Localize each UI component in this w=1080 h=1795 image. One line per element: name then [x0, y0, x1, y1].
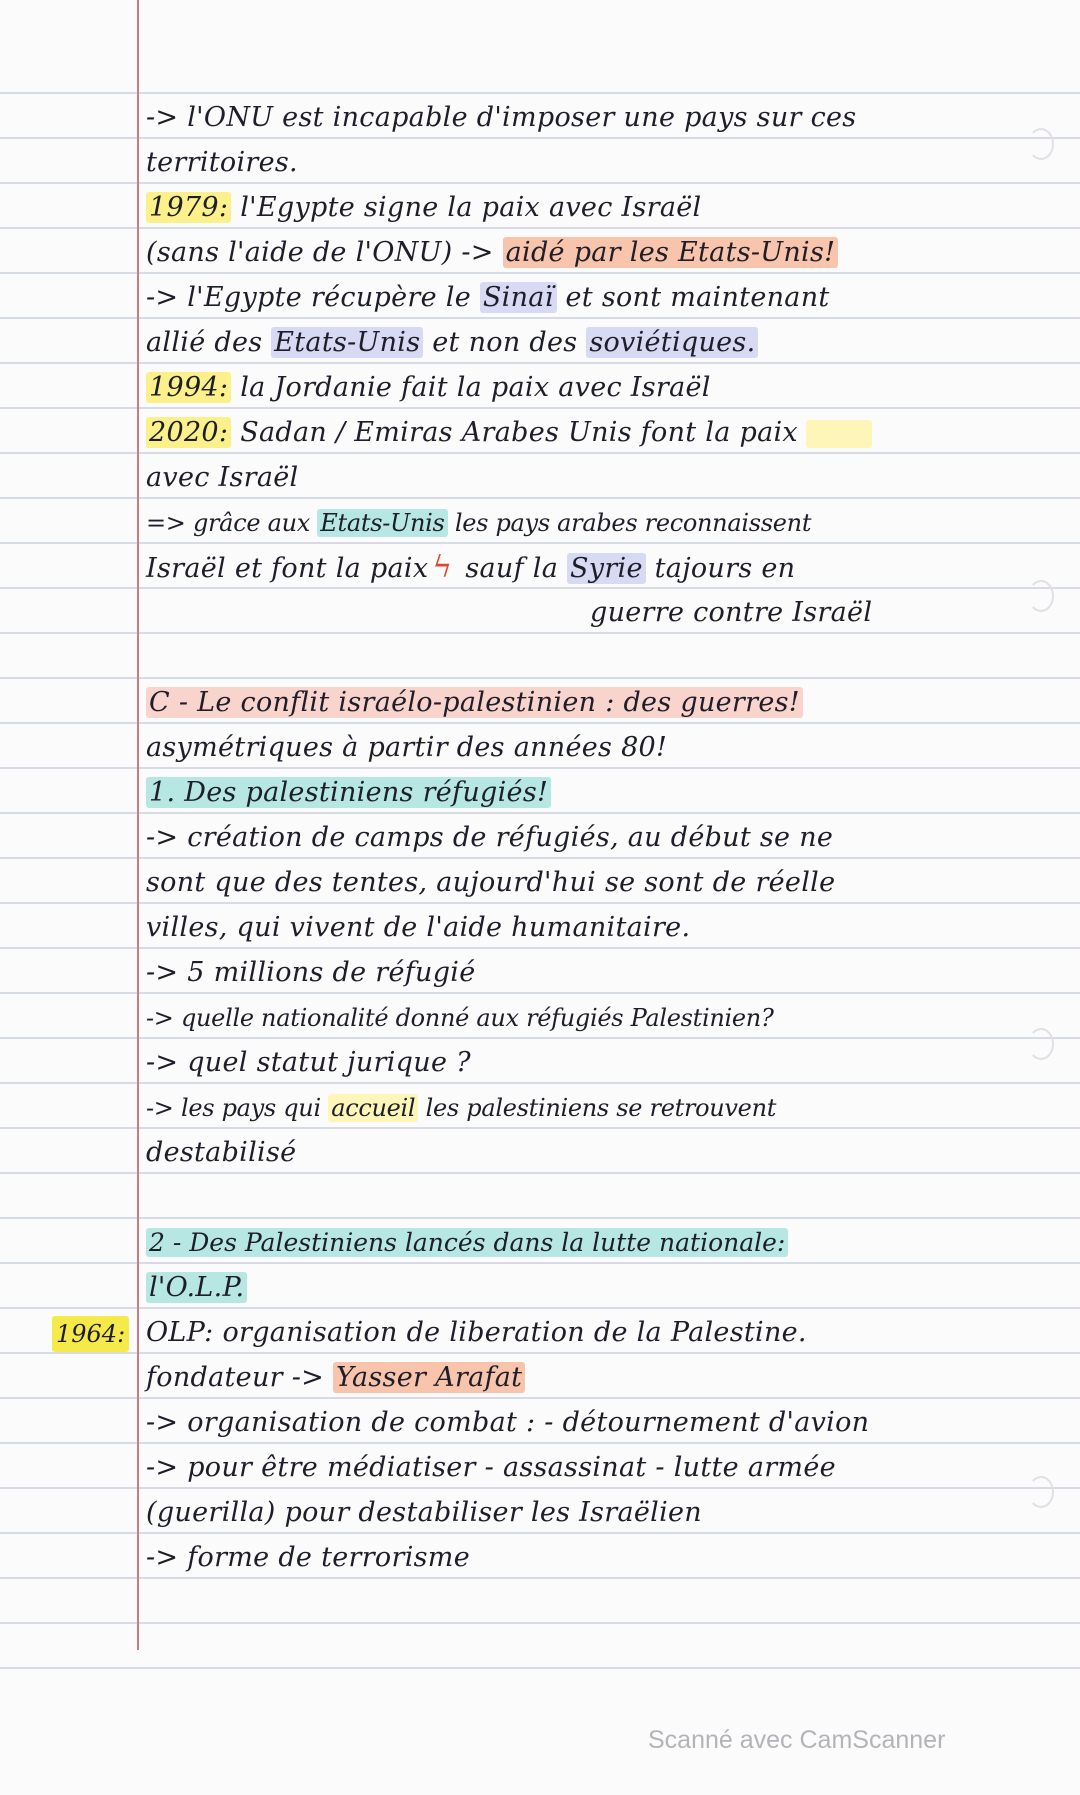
ruled-line	[0, 1622, 1080, 1624]
note-text: sauf la	[456, 553, 567, 584]
note-line	[146, 186, 1074, 230]
note-text: => grâce aux	[146, 509, 318, 537]
note-text: -> quel statut jurique ?	[146, 1047, 471, 1078]
note-text: et non des	[423, 327, 587, 358]
note-text: -> les pays qui	[146, 1094, 329, 1122]
note-text: et sont maintenant	[556, 282, 830, 313]
note-text: Sadan / Emiras Arabes Unis font la paix	[231, 417, 798, 448]
note-text: destabilisé	[146, 1137, 297, 1168]
note-line	[146, 906, 1074, 950]
note-text: villes, qui vivent de l'aide humanitaire.	[146, 912, 691, 943]
note-line	[146, 96, 1074, 140]
note-text: -> l'Egypte récupère le	[146, 282, 480, 313]
section-heading	[146, 726, 1074, 770]
date-highlight: 2020:	[146, 417, 231, 448]
highlighted-text: accueil	[328, 1094, 418, 1122]
note-line	[146, 456, 1074, 500]
highlighted-text: Etats-Unis	[317, 509, 447, 537]
highlighted-text: aidé par les Etats-Unis!	[503, 237, 839, 268]
ruled-line	[0, 1667, 1080, 1669]
note-text: -> quelle nationalité donné aux réfugiés Palestinien?	[146, 1004, 774, 1032]
note-line	[146, 1536, 1074, 1580]
note-line	[146, 366, 1074, 410]
camscanner-watermark: Scanné avec CamScanner	[648, 1726, 946, 1754]
note-text: (sans l'aide de l'ONU) ->	[146, 237, 503, 268]
note-text: fondateur ->	[146, 1362, 333, 1393]
margin-line	[137, 0, 139, 1650]
section-heading	[146, 681, 1074, 725]
note-text: -> forme de terrorisme	[146, 1542, 470, 1573]
subsection-heading	[146, 1266, 1074, 1310]
note-line	[146, 816, 1074, 860]
note-text: territoires.	[146, 147, 298, 178]
note-text: les pays arabes reconnaissent	[447, 509, 812, 537]
note-text: avec Israël	[146, 462, 299, 493]
note-text: -> pour être médiatiser - assassinat - lutte armée	[146, 1452, 836, 1483]
note-line	[590, 591, 1074, 635]
ruled-line	[0, 677, 1080, 679]
note-text: les palestiniens se retrouvent	[418, 1094, 777, 1122]
note-line	[146, 951, 1074, 995]
note-line	[146, 1041, 1074, 1085]
note-line	[146, 1356, 1074, 1400]
note-line	[146, 1086, 1074, 1130]
section-heading-text: asymétriques à partir des années 80!	[146, 732, 668, 763]
note-text: allié des	[146, 327, 272, 358]
subsection-heading	[146, 1221, 1074, 1265]
section-heading-text: C - Le conflit israélo-palestinien : des guerres!	[146, 687, 803, 718]
note-text: -> création de camps de réfugiés, au début se ne	[146, 822, 834, 853]
highlighted-text: Sinaï	[480, 282, 557, 313]
highlighted-text: Etats-Unis	[271, 327, 423, 358]
note-text: -> organisation de combat : - détournement d'avion	[146, 1407, 870, 1438]
note-text: l'Egypte signe la paix avec Israël	[231, 192, 702, 223]
note-line	[146, 411, 1074, 455]
note-text: Israël et font la paix	[146, 553, 429, 584]
note-text: guerre contre Israël	[590, 597, 873, 628]
note-line	[146, 1311, 1074, 1355]
subsection-heading-text: l'O.L.P.	[146, 1272, 247, 1303]
note-line	[146, 1131, 1074, 1175]
highlighted-text: Syrie	[567, 553, 646, 584]
ruled-line	[0, 92, 1080, 94]
ruled-line	[0, 1217, 1080, 1219]
note-text: -> 5 millions de réfugié	[146, 957, 476, 988]
date-highlight: 1994:	[146, 372, 231, 403]
highlighted-text: Yasser Arafat	[333, 1362, 525, 1393]
note-line	[146, 1491, 1074, 1535]
margin-date: 1964:	[52, 1316, 129, 1352]
note-line	[146, 861, 1074, 905]
note-text: la Jordanie fait la paix avec Israël	[231, 372, 711, 403]
highlighted-text: soviétiques.	[586, 327, 758, 358]
note-text: -> l'ONU est incapable d'imposer une pays sur ces	[146, 102, 857, 133]
note-text: sont que des tentes, aujourd'hui se sont de réelle	[146, 867, 836, 898]
note-line	[146, 501, 1074, 545]
subsection-heading-text: 2 - Des Palestiniens lancés dans la lutte nationale:	[146, 1228, 788, 1257]
note-text: tajours en	[645, 553, 796, 584]
note-line	[146, 141, 1074, 185]
note-line	[146, 276, 1074, 320]
note-line	[146, 231, 1074, 275]
highlight-mark	[806, 420, 872, 448]
note-line	[146, 1446, 1074, 1490]
date-highlight: 1979:	[146, 192, 231, 223]
note-line	[146, 1401, 1074, 1445]
note-line	[146, 996, 1074, 1040]
note-text: (guerilla) pour destabiliser les Israëlien	[146, 1497, 703, 1528]
note-line	[146, 321, 1074, 365]
note-text: OLP: organisation de liberation de la Palestine.	[146, 1317, 807, 1348]
subsection-heading	[146, 771, 1074, 815]
subsection-heading-text: 1. Des palestiniens réfugiés!	[146, 777, 551, 808]
note-line	[146, 546, 1074, 590]
lightning-bolt-icon: ϟ	[432, 550, 453, 585]
